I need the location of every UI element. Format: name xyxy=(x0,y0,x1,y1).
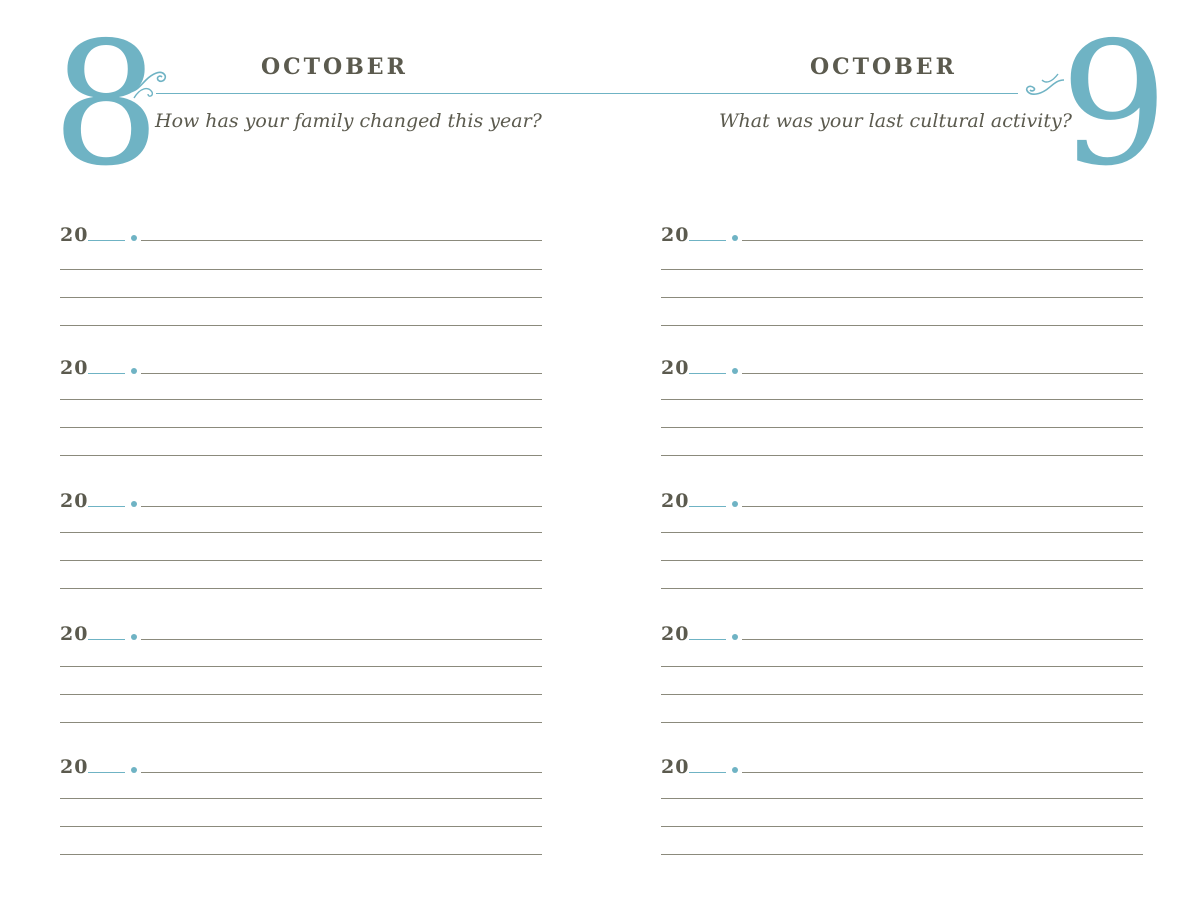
bullet-dot-icon xyxy=(131,634,137,640)
bullet-dot-icon xyxy=(732,235,738,241)
year-prefix: 20 xyxy=(661,490,690,512)
writing-line[interactable] xyxy=(60,560,542,561)
year-blank-line[interactable] xyxy=(689,373,726,374)
header-rule xyxy=(156,93,1018,94)
writing-line[interactable] xyxy=(60,722,542,723)
writing-line[interactable] xyxy=(742,772,1143,773)
writing-line[interactable] xyxy=(60,399,542,400)
writing-line[interactable] xyxy=(60,297,542,298)
year-prefix: 20 xyxy=(60,224,89,246)
year-blank-line[interactable] xyxy=(88,772,125,773)
year-prefix: 20 xyxy=(60,357,89,379)
entry-block xyxy=(661,756,1143,882)
writing-line[interactable] xyxy=(661,798,1143,799)
entry-block xyxy=(661,490,1143,616)
year-prefix: 20 xyxy=(60,490,89,512)
year-row xyxy=(661,224,1143,250)
year-row xyxy=(661,357,1143,383)
year-row xyxy=(661,756,1143,782)
year-row xyxy=(60,357,542,383)
year-prefix: 20 xyxy=(60,623,89,645)
year-prefix: 20 xyxy=(661,623,690,645)
year-prefix: 20 xyxy=(661,357,690,379)
year-prefix: 20 xyxy=(661,224,690,246)
writing-line[interactable] xyxy=(60,325,542,326)
writing-line[interactable] xyxy=(661,560,1143,561)
writing-line[interactable] xyxy=(141,240,542,241)
bullet-dot-icon xyxy=(732,767,738,773)
year-blank-line[interactable] xyxy=(689,639,726,640)
writing-line[interactable] xyxy=(141,373,542,374)
writing-line[interactable] xyxy=(661,854,1143,855)
writing-line[interactable] xyxy=(661,399,1143,400)
writing-line[interactable] xyxy=(60,427,542,428)
writing-line[interactable] xyxy=(60,666,542,667)
writing-line[interactable] xyxy=(742,639,1143,640)
writing-line[interactable] xyxy=(661,722,1143,723)
writing-line[interactable] xyxy=(661,269,1143,270)
bullet-dot-icon xyxy=(131,767,137,773)
bullet-dot-icon xyxy=(131,235,137,241)
entry-block xyxy=(60,490,542,616)
year-row xyxy=(60,490,542,516)
writing-line[interactable] xyxy=(60,588,542,589)
year-row xyxy=(60,756,542,782)
bullet-dot-icon xyxy=(732,501,738,507)
writing-line[interactable] xyxy=(60,455,542,456)
writing-line[interactable] xyxy=(661,826,1143,827)
year-row xyxy=(661,490,1143,516)
writing-line[interactable] xyxy=(661,666,1143,667)
entry-block xyxy=(661,224,1143,350)
year-blank-line[interactable] xyxy=(689,240,726,241)
entry-block xyxy=(60,623,542,749)
writing-line[interactable] xyxy=(742,373,1143,374)
prompt-right: What was your last cultural activity? xyxy=(719,110,1072,132)
writing-line[interactable] xyxy=(661,588,1143,589)
year-blank-line[interactable] xyxy=(88,506,125,507)
year-blank-line[interactable] xyxy=(88,639,125,640)
writing-line[interactable] xyxy=(661,694,1143,695)
year-prefix: 20 xyxy=(661,756,690,778)
prompt-left: How has your family changed this year? xyxy=(155,110,542,132)
entry-block xyxy=(60,357,542,483)
bullet-dot-icon xyxy=(732,634,738,640)
year-blank-line[interactable] xyxy=(689,506,726,507)
writing-line[interactable] xyxy=(141,772,542,773)
writing-line[interactable] xyxy=(141,639,542,640)
writing-line[interactable] xyxy=(60,694,542,695)
year-blank-line[interactable] xyxy=(88,240,125,241)
year-blank-line[interactable] xyxy=(689,772,726,773)
year-row xyxy=(60,623,542,649)
bullet-dot-icon xyxy=(732,368,738,374)
writing-line[interactable] xyxy=(661,532,1143,533)
writing-line[interactable] xyxy=(141,506,542,507)
writing-line[interactable] xyxy=(661,325,1143,326)
writing-line[interactable] xyxy=(661,427,1143,428)
day-number-left: 8 xyxy=(52,6,161,204)
day-number-right: 9 xyxy=(1060,6,1169,204)
bullet-dot-icon xyxy=(131,501,137,507)
year-prefix: 20 xyxy=(60,756,89,778)
writing-line[interactable] xyxy=(60,798,542,799)
entry-block xyxy=(661,357,1143,483)
month-label-left: OCTOBER xyxy=(261,54,408,80)
year-row xyxy=(661,623,1143,649)
writing-line[interactable] xyxy=(742,506,1143,507)
entry-block xyxy=(60,224,542,350)
writing-line[interactable] xyxy=(661,297,1143,298)
year-blank-line[interactable] xyxy=(88,373,125,374)
bullet-dot-icon xyxy=(131,368,137,374)
entry-block xyxy=(60,756,542,882)
writing-line[interactable] xyxy=(60,826,542,827)
writing-line[interactable] xyxy=(742,240,1143,241)
entry-block xyxy=(661,623,1143,749)
year-row xyxy=(60,224,542,250)
writing-line[interactable] xyxy=(661,455,1143,456)
writing-line[interactable] xyxy=(60,269,542,270)
writing-line[interactable] xyxy=(60,854,542,855)
month-label-right: OCTOBER xyxy=(810,54,957,80)
writing-line[interactable] xyxy=(60,532,542,533)
